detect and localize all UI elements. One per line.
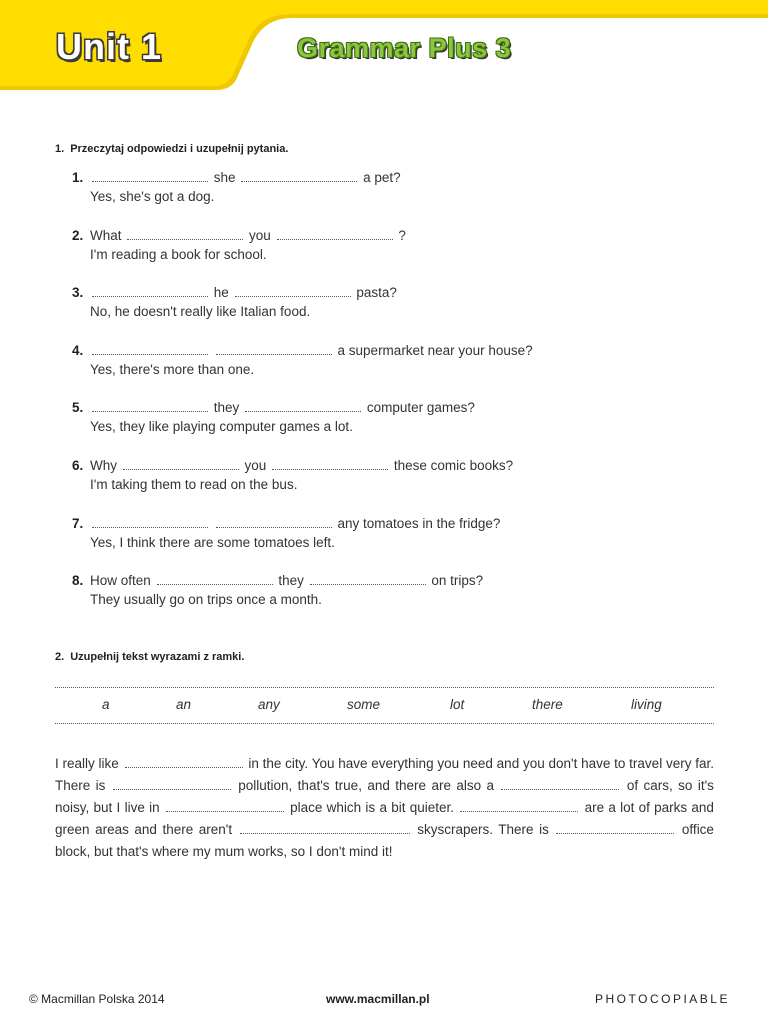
answer-text: I'm reading a book for school. [90, 247, 267, 262]
item-number: 8. [72, 573, 84, 588]
question-item [72, 571, 483, 609]
question-text: you [249, 228, 271, 243]
answer-blank[interactable] [216, 514, 332, 528]
exercise-2-heading [55, 651, 244, 663]
question-text: Why [90, 458, 117, 473]
question-text: What [90, 228, 122, 243]
question-item [72, 168, 401, 206]
question-text: they [213, 400, 240, 415]
question-text: he [213, 285, 229, 300]
exercise-2-number: 2. [55, 651, 65, 663]
question-text: any tomatoes in the fridge? [337, 516, 501, 531]
question-item [72, 514, 500, 552]
exercise-1-instruction: Przeczytaj odpowiedzi i uzupełnij pytania. [70, 143, 289, 155]
answer-blank[interactable] [92, 398, 208, 412]
paragraph-text: I really like [55, 756, 119, 771]
answer-blank[interactable] [123, 456, 239, 470]
answer-text: Yes, I think there are some tomatoes left. [90, 535, 335, 550]
answer-text: No, he doesn't really like Italian food. [90, 304, 311, 319]
question-text: computer games? [366, 400, 475, 415]
paragraph-text: of cars, so it's noisy, but I live in [55, 778, 714, 815]
answer-text: I'm taking them to read on the bus. [90, 477, 298, 492]
paragraph-text: skyscrapers. There is [417, 822, 549, 837]
photocopiable-label: PHOTOCOPIABLE [595, 992, 730, 1006]
series-title: Grammar Plus 3 [297, 33, 512, 63]
question-text: these comic books? [393, 458, 514, 473]
question-text: a pet? [363, 170, 401, 185]
question-item [72, 226, 406, 264]
answer-blank[interactable] [245, 398, 361, 412]
word-box-item: lot [450, 697, 465, 712]
answer-text: Yes, there's more than one. [90, 362, 255, 377]
answer-blank[interactable] [92, 168, 208, 182]
item-number: 1. [72, 170, 84, 185]
question-item [72, 341, 533, 379]
question-item [72, 283, 397, 321]
word-box-item: living [631, 697, 662, 712]
answer-blank[interactable] [92, 514, 208, 528]
answer-blank[interactable] [235, 283, 351, 297]
question-item [72, 456, 513, 494]
answer-blank[interactable] [272, 456, 388, 470]
item-number: 5. [72, 400, 84, 415]
answer-blank[interactable] [127, 226, 243, 240]
question-text: they [278, 573, 304, 588]
answer-blank[interactable] [310, 571, 426, 585]
question-text: pasta? [356, 285, 397, 300]
item-number: 3. [72, 285, 84, 300]
paragraph-text: place which is a bit quieter. [290, 800, 455, 815]
answer-text: They usually go on trips once a month. [90, 592, 322, 607]
paragraph-text: are a lot of parks and green areas and there aren't [55, 800, 714, 837]
item-number: 6. [72, 458, 84, 473]
word-box-item: there [532, 697, 563, 712]
paragraph-text: pollution, that's true, and there are also a [238, 778, 495, 793]
item-number: 2. [72, 228, 84, 243]
paragraph-text: in the city. You have everything you need and you don't have to travel very far. There is [55, 756, 714, 793]
question-item [72, 398, 475, 436]
word-box-item: a [102, 697, 110, 712]
page-header [0, 0, 768, 100]
exercise-1-heading [55, 143, 288, 155]
answer-blank[interactable] [113, 776, 231, 790]
answer-blank[interactable] [240, 820, 410, 834]
answer-blank[interactable] [241, 168, 357, 182]
answer-text: Yes, they like playing computer games a lot. [90, 419, 353, 434]
answer-blank[interactable] [460, 798, 578, 812]
item-number: 7. [72, 516, 84, 531]
word-box-item: some [347, 697, 381, 712]
answer-blank[interactable] [157, 571, 273, 585]
paragraph-text: office block, but that's where my mum works, so I don't mind it! [55, 822, 714, 859]
answer-blank[interactable] [277, 226, 393, 240]
question-text: you [244, 458, 267, 473]
word-box-item: an [176, 697, 192, 712]
answer-blank[interactable] [92, 341, 208, 355]
gap-fill-paragraph [55, 753, 714, 863]
question-text: a supermarket near your house? [337, 343, 533, 358]
answer-blank[interactable] [125, 754, 243, 768]
answer-blank[interactable] [92, 283, 208, 297]
website-link[interactable]: www.macmillan.pl [326, 992, 430, 1006]
copyright-text: © Macmillan Polska 2014 [29, 992, 165, 1006]
question-text: ? [398, 228, 406, 243]
answer-text: Yes, she's got a dog. [90, 189, 215, 204]
exercise-1-number: 1. [55, 143, 65, 155]
word-box [55, 687, 714, 724]
answer-blank[interactable] [501, 776, 619, 790]
question-text: How often [90, 573, 151, 588]
word-box-item: any [258, 697, 280, 712]
question-text: she [213, 170, 236, 185]
item-number: 4. [72, 343, 84, 358]
answer-blank[interactable] [216, 341, 332, 355]
answer-blank[interactable] [556, 820, 674, 834]
unit-title: Unit 1 [56, 26, 163, 67]
answer-blank[interactable] [166, 798, 284, 812]
question-text: on trips? [431, 573, 484, 588]
exercise-2-instruction: Uzupełnij tekst wyrazami z ramki. [70, 651, 245, 663]
